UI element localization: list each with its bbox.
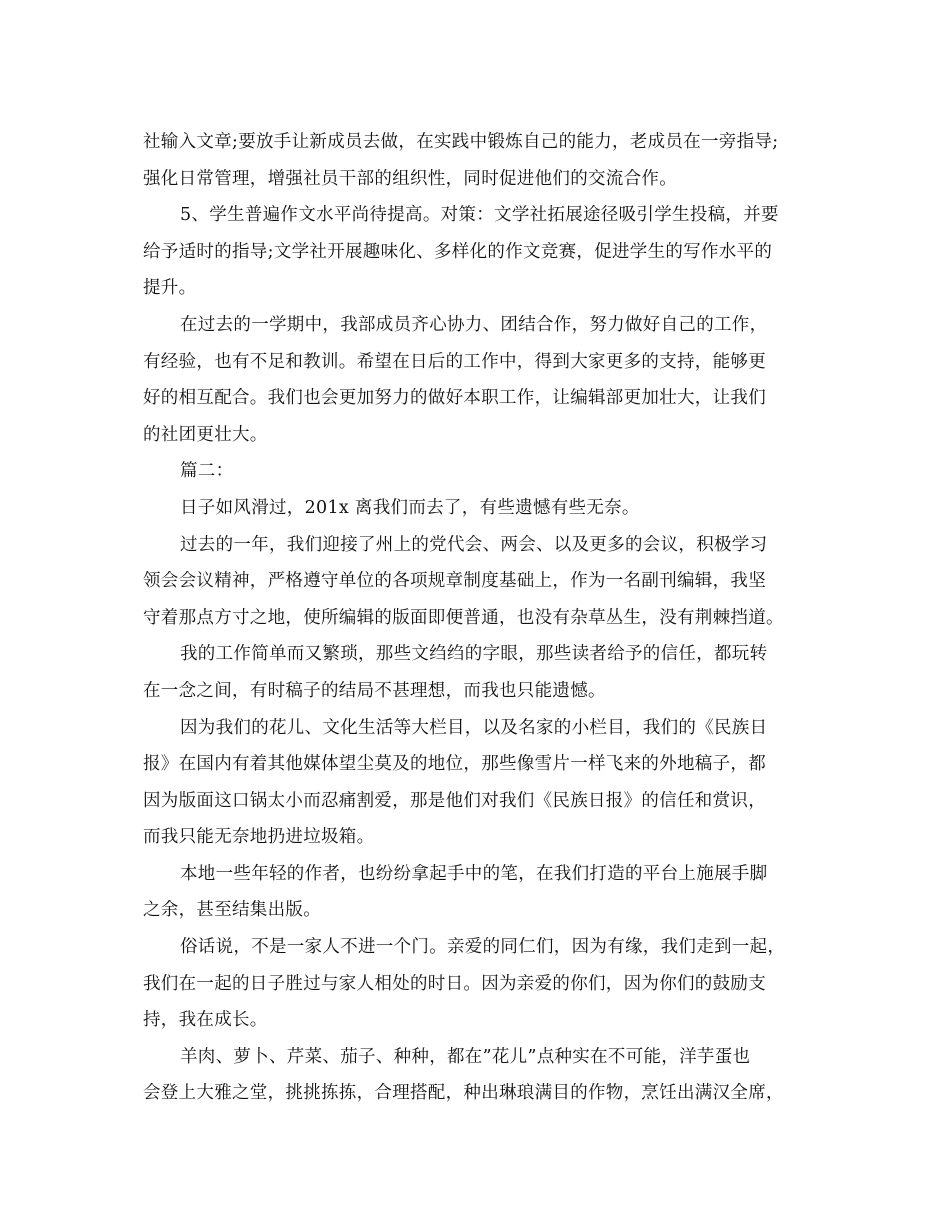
text-line: 会登上大雅之堂，挑挑拣拣，合理搭配，种出琳琅满目的作物，烹饪出满汉全席， [143, 1083, 784, 1104]
text-line: 有经验，也有不足和教训。希望在日后的工作中，得到大家更多的支持，能够更 [143, 351, 766, 372]
text-line: 给予适时的指导;文学社开展趣味化、多样化的作文竞赛，促进学生的写作水平的 [143, 241, 773, 262]
section-heading: 篇二： [180, 461, 234, 482]
text-line: 5、学生普遍作文水平尚待提高。对策：文学社拓展途径吸引学生投稿，并要 [180, 205, 779, 226]
text-line: 俗话说，不是一家人不进一个门。亲爱的同仁们，因为有缘，我们走到一起， [180, 937, 786, 958]
text-line: 提升。 [143, 278, 197, 299]
text-line: 因为版面这口锅太小而忍痛割爱，那是他们对我们《民族日报》的信任和赏识， [143, 790, 766, 811]
text-line: 我们在一起的日子胜过与家人相处的时日。因为亲爱的你们，因为你们的鼓励支 [143, 973, 766, 994]
text-line: 社输入文章;要放手让新成员去做，在实践中锻炼自己的能力，老成员在一旁指导; [143, 132, 779, 152]
text-line: 好的相互配合。我们也会更加努力的做好本职工作，让编辑部更加壮大，让我们 [143, 388, 766, 409]
text-line: 日子如风滑过，201x 离我们而去了，有些遗憾有些无奈。 [180, 497, 640, 518]
text-line: 强化日常管理，增强社员干部的组织性，同时促进他们的交流合作。 [143, 168, 677, 189]
text-line: 过去的一年，我们迎接了州上的党代会、两会、以及更多的会议，积极学习 [180, 534, 768, 555]
text-line: 报》在国内有着其他媒体望尘莫及的地位，那些像雪片一样飞来的外地稿子，都 [143, 754, 766, 775]
text-line: 领会会议精神，严格遵守单位的各项规章制度基础上，作为一名副刊编辑，我坚 [143, 571, 766, 592]
text-line: 羊肉、萝卜、芹菜、茄子、种种，都在”花儿”点种实在不可能，洋芋蛋也 [180, 1046, 751, 1067]
text-line: 在过去的一学期中，我部成员齐心协力、团结合作，努力做好自己的工作， [180, 314, 768, 335]
text-line: 在一念之间，有时稿子的结局不甚理想，而我也只能遗憾。 [143, 680, 606, 701]
text-line: 持，我在成长。 [143, 1010, 268, 1031]
text-line: 本地一些年轻的作者，也纷纷拿起手中的笔，在我们打造的平台上施展手脚 [180, 863, 768, 884]
text-line: 之余，甚至结集出版。 [143, 900, 321, 921]
text-line: 的社团更壮大。 [143, 424, 268, 445]
text-line: 而我只能无奈地扔进垃圾箱。 [143, 827, 375, 848]
text-line: 守着那点方寸之地，使所编辑的版面即便普通，也没有杂草丛生，没有荆棘挡道。 [143, 607, 784, 628]
text-line: 我的工作简单而又繁琐，那些文绉绉的字眼，那些读者给予的信任，都玩转 [180, 644, 768, 665]
text-line: 因为我们的花儿、文化生活等大栏目，以及名家的小栏目，我们的《民族日 [180, 717, 768, 738]
document-body [143, 124, 815, 1112]
